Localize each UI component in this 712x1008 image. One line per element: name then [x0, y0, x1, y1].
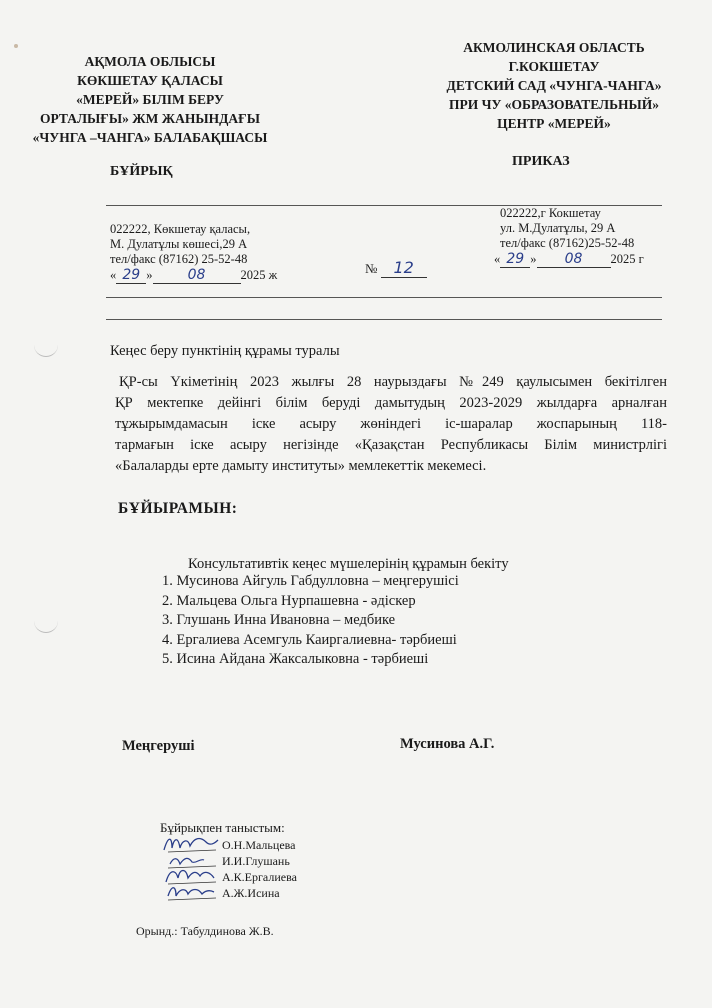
list-item: 1. Мусинова Айгуль Габдулловна – меңгерушісі: [162, 573, 459, 589]
preamble-line: тұжырымдамасын іске асыру жөніндегі іс-шаралар жоспарының 118-: [115, 416, 667, 432]
preamble-paragraph: [115, 372, 667, 477]
council-title: Консультативтік кеңес мүшелерінің құрамын бекіту: [188, 556, 509, 572]
familiarized-row: [160, 885, 310, 901]
list-item: 5. Исина Айдана Жаксалыковна - тәрбиеші: [162, 651, 429, 667]
list-item: 3. Глушань Инна Ивановна – медбике: [162, 612, 396, 628]
header-line: КӨКШЕТАУ ҚАЛАСЫ: [77, 73, 223, 88]
date-day: 29: [500, 252, 530, 268]
address-line: 022222,г Кокшетау: [500, 206, 601, 220]
date-field-right: « 29 » 08 2025 г: [494, 251, 644, 267]
order-number-label: №: [365, 261, 378, 276]
header-line: ОРТАЛЫҒЫ» ЖМ ЖАНЫНДАҒЫ: [40, 111, 260, 126]
order-number-value: 12: [381, 258, 427, 278]
order-number: [365, 258, 427, 278]
list-item: 4. Ергалиева Асемгуль Каиргалиевна- тәрбиеші: [162, 631, 457, 648]
document-title-kz: БҰЙРЫҚ: [110, 164, 173, 179]
address-line: тел/факс (87162)25-52-48: [500, 236, 635, 250]
address-line: ул. М.Дулатұлы, 29 А: [500, 221, 616, 235]
familiarized-list: [160, 837, 310, 901]
address-line: М. Дулатұлы көшесі,29 А: [110, 237, 248, 251]
date-year: 2025 ж: [240, 268, 278, 282]
familiarized-name: А.К.Ергалиева: [222, 870, 297, 884]
date-day: 29: [116, 268, 146, 284]
document-title-ru: ПРИКАЗ: [512, 154, 570, 169]
preamble-line: «Балаларды ерте дамыту институты» мемлекеттік мекемесі.: [115, 458, 487, 474]
date-month: 08: [153, 268, 241, 284]
preamble-line: ҚР мектепке дейінгі білім беруді дамытудың 2023-2029 жылдарға арналған: [115, 395, 667, 411]
address-line: 022222, Көкшетау қаласы,: [110, 222, 251, 236]
address-block-right: [494, 206, 644, 268]
familiarized-title: Бұйрықпен таныстым:: [160, 820, 285, 835]
header-line: АҚМОЛА ОБЛЫСЫ: [84, 54, 216, 69]
handwritten-signature-icon: [160, 880, 222, 904]
preamble-line: тармағын іске асыру негізінде «Қазақстан Республикасы Білім министрлігі: [115, 437, 667, 453]
signature-name: Мусинова А.Г.: [400, 736, 495, 752]
header-right-ru: [420, 38, 688, 133]
address-divider-bottom: [106, 319, 662, 320]
list-item: 2. Мальцева Ольга Нурпашевна - әдіскер: [162, 592, 416, 609]
address-line: тел/факс (87162) 25-52-48: [110, 252, 248, 266]
date-field-left: « 29 » 08 2025 ж: [110, 267, 278, 283]
header-line: «МЕРЕЙ» БІЛІМ БЕРУ: [76, 92, 224, 107]
header-left-kz: [30, 52, 270, 147]
address-divider-top: [106, 297, 662, 298]
punch-hole-mark: [34, 342, 58, 357]
address-block-left: [110, 222, 277, 284]
header-line: АКМОЛИНСКАЯ ОБЛАСТЬ: [463, 40, 645, 55]
preamble-line: ҚР-сы Үкіметінің 2023 жылғы 28 наурыздағы №249 қаулысымен бекітілген: [119, 374, 667, 390]
familiarized-name: И.И.Глушань: [222, 854, 290, 868]
familiarized-name: А.Ж.Исина: [222, 886, 280, 900]
signature-position: Меңгеруші: [122, 738, 195, 754]
header-line: ЦЕНТР «МЕРЕЙ»: [497, 116, 611, 131]
order-heading: БҰЙЫРАМЫН:: [118, 500, 238, 517]
date-month: 08: [537, 252, 611, 268]
header-line: Г.КОКШЕТАУ: [508, 59, 600, 74]
header-line: ДЕТСКИЙ САД «ЧУНГА-ЧАНГА»: [446, 78, 662, 93]
date-year: 2025 г: [610, 252, 644, 266]
familiarized-name: О.Н.Мальцева: [222, 838, 296, 852]
header-line: «ЧУНГА –ЧАНГА» БАЛАБАҚШАСЫ: [32, 130, 268, 145]
scan-speck: [14, 44, 18, 48]
punch-hole-mark: [34, 618, 58, 633]
document-subject: Кеңес беру пунктінің құрамы туралы: [110, 343, 340, 359]
header-line: ПРИ ЧУ «ОБРАЗОВАТЕЛЬНЫЙ»: [448, 97, 660, 112]
member-list: [162, 572, 459, 670]
executor-note: Орынд.: Табулдинова Ж.В.: [136, 924, 274, 938]
